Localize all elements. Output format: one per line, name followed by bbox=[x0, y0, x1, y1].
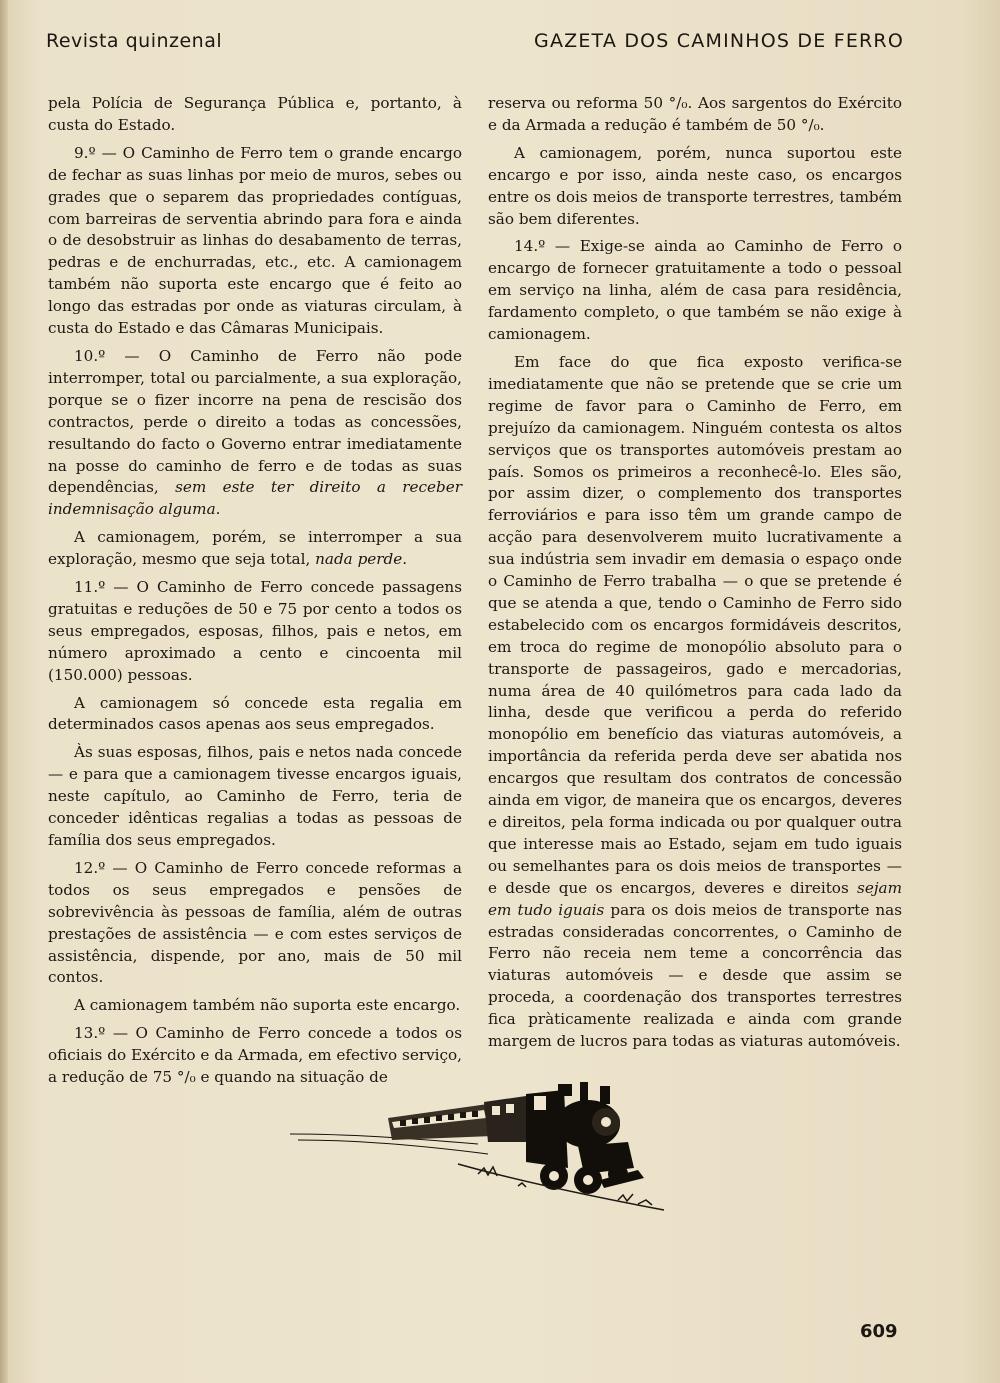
paragraph: 11.º — O Caminho de Ferro concede passagens gratuitas e reduções de 50 e 75 por cento a todos os seus empregados, esposas, filhos, pais e netos, em número aproximado a cento e cincoenta mil (150.000) pessoas. bbox=[48, 578, 462, 684]
left-column bbox=[48, 93, 462, 1095]
paragraph: 9.º — O Caminho de Ferro tem o grande encargo de fechar as suas linhas por meio de muros, sebes ou grades que o separem das propriedades contíguas, com barreiras de serventia abrindo para fora e ainda o de desobstruir as linhas do desabamento de terras, pedras e de enchurradas, etc., etc. A camionagem também não suporta este encargo que é feito ao longo das estradas por onde as viaturas circulam, à custa do Estado e das Câmaras Municipais. bbox=[48, 143, 462, 338]
emphasis-text: sem este ter direito a receber indemnisação alguma bbox=[48, 478, 462, 519]
paragraph bbox=[48, 346, 462, 521]
paragraph-text: 10.º — O Caminho de Ferro não pode interromper, total ou parcialmente, a sua exploração, porque se o fizer incorre na pena de rescisão dos contractos, perde o direito a todas as concessões, resultando do facto o Governo entrar imediatamente na posse do caminho de ferro e de todas as suas dependências, bbox=[48, 346, 462, 497]
paragraph-text: Em face do que fica exposto verifica-se imediatamente que não se pretende que se crie um regime de favor para o Caminho de Ferro, em prejuízo da camionagem. Ninguém contesta os altos serviços que os transportes automóveis prestam ao país. Somos os primeiros a reconhecê-lo. Eles são, por assim dizer, o complemento dos transportes ferroviários e para isso têm um grande campo de acção para desenvolverem muito lucrativamente a sua indústria sem invadir em demasia o espaço onde o Caminho de Ferro trabalha — o que se pretende é que se atenda a que, tendo o Caminho de Ferro sido estabelecido com os encargos formidáveis descritos, em troca do regime de monopólio absoluto para o transporte de passageiros, gado e mercadorias, numa área de 40 quilómetros para cada lado da linha, desde que verificou a perda do referido monopólio em benefício das viaturas automóveis, a importância da referida perda deve ser abatida nos encargos que resultam dos contratos de concessão ainda em vigor, de maneira que os encargos, deveres e direitos, pela forma indicada ou por qualquer outra que interesse mais ao Estado, sejam em tudo iguais ou semelhantes para os dois meios de transportes — e desde que os encargos, deveres e direitos bbox=[488, 352, 902, 897]
paragraph-text: . bbox=[402, 550, 408, 569]
paragraph: Às suas esposas, filhos, pais e netos nada concede — e para que a camionagem tivesse encargos iguais, neste capítulo, ao Caminho de Ferro, teria de conceder idênticas regalias a todas as pessoas de família dos seus empregados. bbox=[48, 743, 462, 849]
running-head bbox=[46, 30, 904, 60]
paragraph: A camionagem só concede esta regalia em determinados casos apenas aos seus empregados. bbox=[48, 693, 462, 734]
steam-locomotive-train-vignette-icon bbox=[288, 1082, 672, 1212]
right-column bbox=[488, 93, 902, 1059]
paragraph: A camionagem, porém, nunca suportou este encargo e por isso, ainda neste caso, os encargos entre os dois meios de transporte terrestres, também são bem diferentes. bbox=[488, 143, 902, 228]
paragraph: 12.º — O Caminho de Ferro concede reformas a todos os seus empregados e pensões de sobrevivência às pessoas de família, além de outras prestações de assistência — e com estes serviços de assistência, dispende, por ano, mais de 50 mil contos. bbox=[48, 858, 462, 987]
paragraph: 13.º — O Caminho de Ferro concede a todos os oficiais do Exército e da Armada, em efectivo serviço, a redução de 75 °/₀ e quando na situação de bbox=[48, 1024, 462, 1087]
page-binding-edge bbox=[0, 0, 8, 1383]
paragraph: pela Polícia de Segurança Pública e, portanto, à custa do Estado. bbox=[48, 94, 462, 134]
emphasis-text: nada perde bbox=[315, 550, 403, 569]
emphasis-text: sejam em tudo iguais bbox=[488, 878, 902, 919]
paragraph bbox=[488, 352, 902, 1053]
paragraph: A camionagem também não suporta este encargo. bbox=[74, 996, 461, 1015]
paragraph-text: . bbox=[215, 500, 221, 519]
page-number: 609 bbox=[860, 1321, 898, 1342]
publication-title: GAZETA DOS CAMINHOS DE FERRO bbox=[534, 30, 904, 52]
paragraph: reserva ou reforma 50 °/₀. Aos sargentos do Exército e da Armada a redução é também de 50 °/₀. bbox=[488, 94, 902, 134]
publication-frequency: Revista quinzenal bbox=[46, 30, 223, 52]
paragraph bbox=[48, 527, 462, 571]
paragraph-text: A camionagem, porém, se interromper a sua exploração, mesmo que seja total, bbox=[48, 528, 462, 569]
paragraph: 14.º — Exige-se ainda ao Caminho de Ferro o encargo de fornecer gratuitamente a todo o pessoal em serviço na linha, além de casa para residência, fardamento completo, o que também se não exige à camionagem. bbox=[488, 237, 902, 344]
paragraph-text: para os dois meios de transporte nas estradas consideradas concorrentes, o Caminho de Ferro não receia nem teme a concorrência das viaturas automóveis — e desde que assim se proceda, a coordenação dos transportes terrestres fica pràticamente realizada e ainda com grande margem de lucros para todas as viaturas automóveis. bbox=[488, 900, 902, 1051]
